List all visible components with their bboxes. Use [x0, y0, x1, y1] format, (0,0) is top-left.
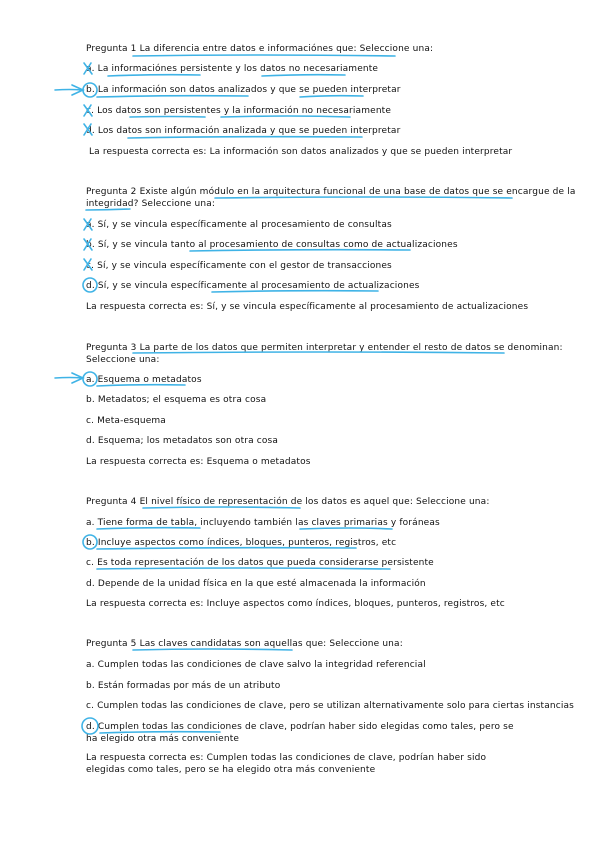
q1-prompt-underline: [133, 55, 395, 56]
question-3-option-b[interactable]: b. Metadatos; el esquema es otra cosa: [86, 395, 267, 405]
question-5-prompt: Pregunta 5 Las claves candidatas son aquellas que: Seleccione una:: [86, 639, 403, 649]
question-2-prompt-line-1: Pregunta 2 Existe algún módulo en la arquitectura funcional de una base de datos que se encargue de la: [86, 187, 576, 197]
question-1-correct-answer: La respuesta correcta es: La información son datos analizados y que se pueden interpretar: [89, 147, 513, 157]
question-4-correct-answer: La respuesta correcta es: Incluye aspectos como índices, bloques, punteros, registros, etc: [86, 599, 505, 609]
question-5-option-a[interactable]: a. Cumplen todas las condiciones de clave salvo la integridad referencial: [86, 660, 426, 670]
question-4-option-a[interactable]: a. Tiene forma de tabla, incluyendo también las claves primarias y foráneas: [86, 518, 440, 528]
question-2-option-c[interactable]: c. Sí, y se vincula específicamente con el gestor de transacciones: [86, 261, 392, 271]
question-3-option-a[interactable]: a. Esquema o metadatos: [86, 375, 202, 385]
question-2-option-a[interactable]: a. Sí, y se vincula específicamente al procesamiento de consultas: [86, 220, 392, 230]
question-2-option-b[interactable]: b. Sí, y se vincula tanto al procesamiento de consultas como de actualizaciones: [86, 240, 458, 250]
question-1-option-a[interactable]: a. La informaciónes persistente y los datos no necesariamente: [86, 64, 379, 74]
question-3-prompt-line-2: Seleccione una:: [86, 355, 160, 365]
question-3-prompt-line-1: Pregunta 3 La parte de los datos que permiten interpretar y entender el resto de datos se denominan:: [86, 343, 563, 353]
question-2-prompt-line-2: integridad? Seleccione una:: [86, 199, 216, 209]
question-3-correct-answer: La respuesta correcta es: Esquema o metadatos: [86, 457, 311, 467]
question-4-prompt: Pregunta 4 El nivel físico de representación de los datos es aquel que: Seleccione una:: [86, 497, 490, 507]
question-4-option-d[interactable]: d. Depende de la unidad física en la que esté almacenada la información: [86, 579, 426, 589]
question-3-option-d[interactable]: d. Esquema; los metadatos son otra cosa: [86, 436, 279, 446]
question-5-option-c[interactable]: c. Cumplen todas las condiciones de clave, pero se utilizan alternativamente solo para ciertas instancias: [86, 701, 574, 711]
question-3-option-c[interactable]: c. Meta-esquema: [86, 416, 166, 426]
question-1-option-c[interactable]: c. Los datos son persistentes y la información no necesariamente: [86, 106, 392, 116]
question-4-option-c[interactable]: c. Es toda representación de los datos que pueda considerarse persistente: [86, 558, 434, 568]
question-1-option-b[interactable]: b. La información son datos analizados y que se pueden interpretar: [86, 85, 401, 95]
question-2-option-d[interactable]: d. Sí, y se vincula específicamente al procesamiento de actualizaciones: [86, 281, 420, 291]
question-5-option-d[interactable]: d. Cumplen todas las condiciones de clave, podrían haber sido elegidas como tales, pero se ha elegido otra más conveniente: [86, 722, 514, 744]
q1-b-arrow: [55, 85, 83, 95]
question-4-option-b[interactable]: b. Incluye aspectos como índices, bloques, punteros, registros, etc: [86, 538, 397, 548]
question-1-option-d[interactable]: d. Los datos son información analizada y que se pueden interpretar: [86, 126, 401, 136]
q3-a-arrow: [55, 373, 83, 383]
question-2-correct-answer: La respuesta correcta es: Sí, y se vincula específicamente al procesamiento de actualizaciones: [86, 302, 529, 312]
question-5-correct-answer: La respuesta correcta es: Cumplen todas las condiciones de clave, podrían haber sido elegidas como tales, pero se ha elegido otra más conveniente: [86, 753, 487, 775]
question-5-option-b[interactable]: b. Están formadas por más de un atributo: [86, 681, 281, 691]
question-1-prompt: Pregunta 1 La diferencia entre datos e informaciónes que: Seleccione una:: [86, 44, 434, 54]
